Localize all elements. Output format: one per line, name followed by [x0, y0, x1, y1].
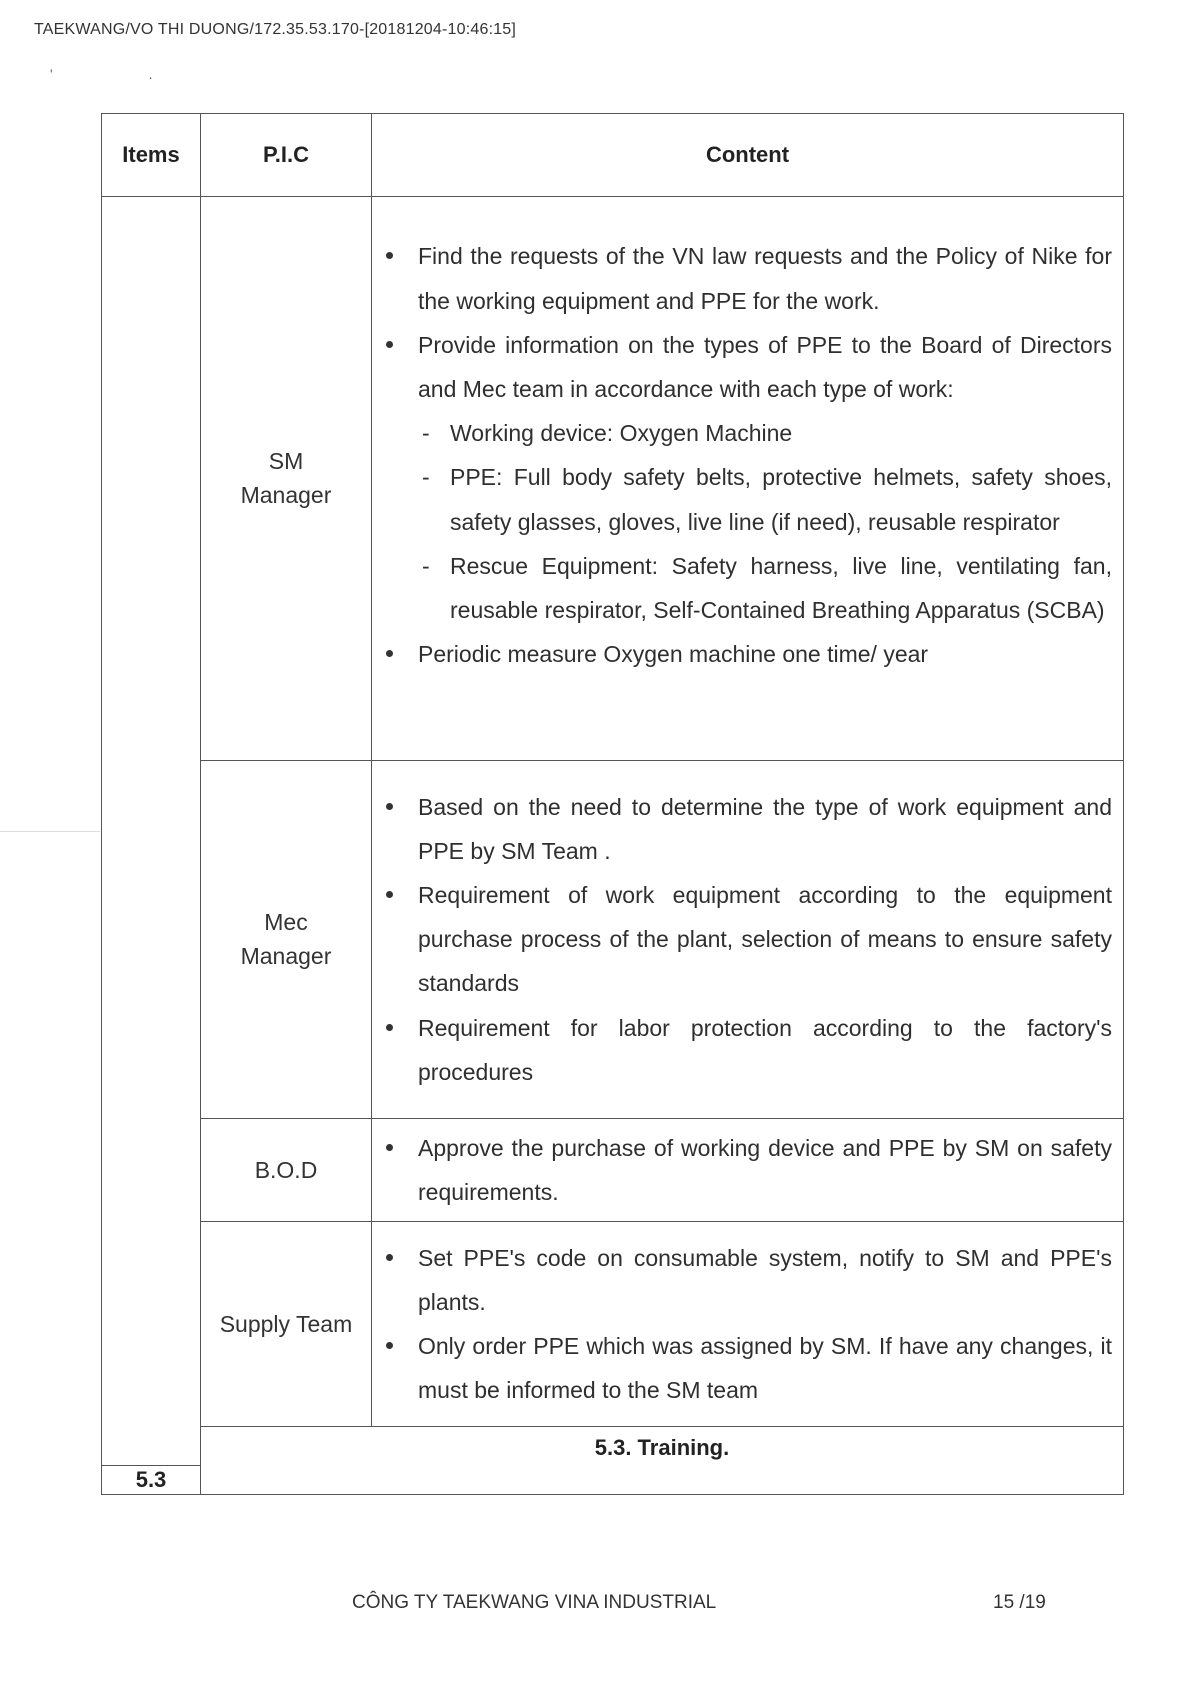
items-cell — [102, 197, 201, 1495]
section-training-title: 5.3. Training. — [201, 1427, 1124, 1495]
pic-label: SM — [268, 448, 304, 475]
table-header-row — [102, 114, 1124, 197]
table-row — [102, 760, 1124, 1118]
list-item: - Working device: Oxygen Machine — [382, 411, 1112, 455]
table-row — [102, 197, 1124, 761]
content-supply-team — [372, 1221, 1124, 1426]
pic-sm-manager — [201, 197, 372, 761]
scan-specks: ' . — [50, 66, 199, 82]
content-mec-manager — [372, 760, 1124, 1118]
responsibility-table — [101, 113, 1124, 1495]
list-item: Based on the need to determine the type of work equipment and PPE by SM Team . — [382, 785, 1112, 873]
table-row — [102, 1427, 1124, 1495]
page-number: 15 /19 — [993, 1592, 1046, 1613]
list-item: Set PPE's code on consumable system, notify to SM and PPE's plants. — [382, 1236, 1112, 1324]
list-item: Requirement of work equipment according to the equipment purchase process of the plant, selection of means to ensure safety standards — [382, 873, 1112, 1006]
pic-supply-team — [201, 1221, 372, 1426]
pic-label: Mec — [264, 909, 308, 936]
content-sm-manager — [372, 197, 1124, 761]
pic-mec-manager — [201, 760, 372, 1118]
pic-bod — [201, 1118, 372, 1221]
list-item: - Rescue Equipment: Safety harness, live line, ventilating fan, reusable respirator, Self-Contained Breathing Apparatus (SCBA) — [382, 544, 1112, 632]
table-row — [102, 1118, 1124, 1221]
content-bod — [372, 1118, 1124, 1221]
scan-stamp: TAEKWANG/VO THI DUONG/172.35.53.170-[20181204-10:46:15] — [34, 21, 517, 38]
scan-artifact-line — [0, 831, 100, 832]
list-item: Find the requests of the VN law requests and the Policy of Nike for the working equipment and PPE for the work. — [382, 234, 1112, 322]
pic-label: Supply Team — [219, 1310, 353, 1337]
list-item: Approve the purchase of working device and PPE by SM on safety requirements. — [382, 1126, 1112, 1214]
list-item: Requirement for labor protection according to the factory's procedures — [382, 1006, 1112, 1094]
item-number: 5.3 — [102, 1465, 200, 1494]
pic-label: Manager — [240, 943, 332, 970]
pic-label: Manager — [240, 482, 332, 509]
header-content: Content — [372, 114, 1124, 197]
list-item: Periodic measure Oxygen machine one time/ year — [382, 632, 1112, 676]
table-row — [102, 1221, 1124, 1426]
list-item: - PPE: Full body safety belts, protective helmets, safety shoes, safety glasses, gloves, live line (if need), reusable respirator — [382, 455, 1112, 543]
footer-company: CÔNG TY TAEKWANG VINA INDUSTRIAL — [352, 1592, 717, 1613]
list-item: Only order PPE which was assigned by SM. If have any changes, it must be informed to the SM team — [382, 1324, 1112, 1412]
pic-label: B.O.D — [254, 1156, 318, 1183]
header-items: Items — [102, 114, 201, 197]
list-item: Provide information on the types of PPE to the Board of Directors and Mec team in accordance with each type of work: — [382, 323, 1112, 411]
header-pic: P.I.C — [201, 114, 372, 197]
